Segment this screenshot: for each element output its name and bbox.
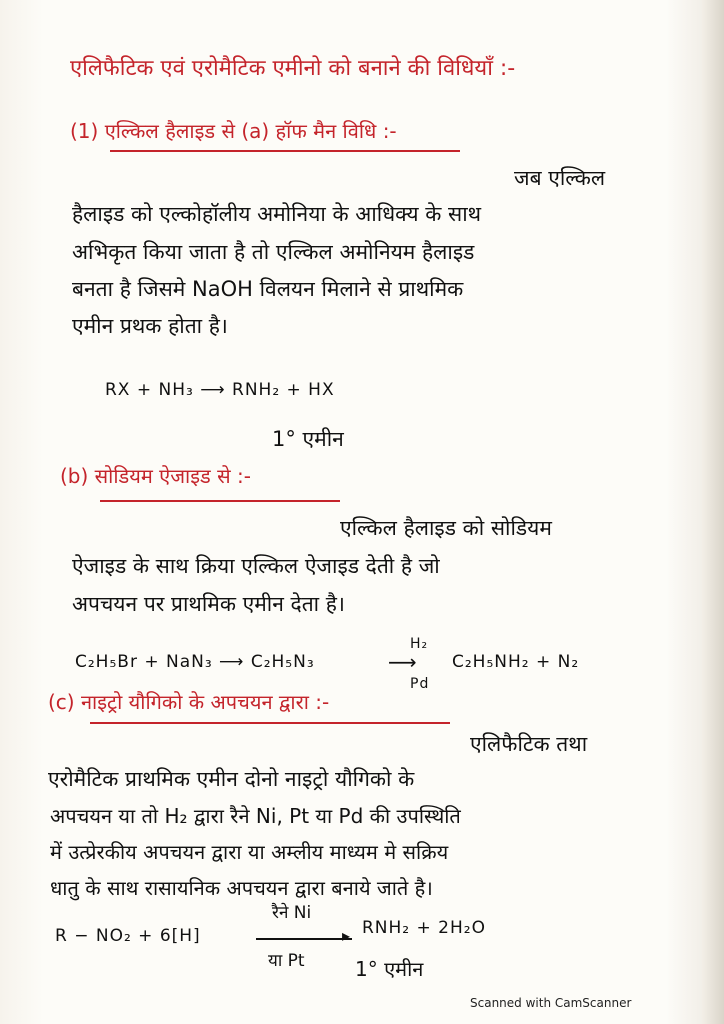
section-1-underline bbox=[110, 150, 460, 152]
scanner-watermark: Scanned with CamScanner bbox=[470, 996, 632, 1010]
section-2-underline bbox=[100, 500, 340, 502]
section-2-arrow-top: H₂ bbox=[410, 636, 429, 652]
section-3-line-3: अपचयन या तो H₂ द्वारा रैने Ni, Pt या Pd की उपस्थिति bbox=[50, 804, 461, 828]
section-3-line-4: में उत्प्रेरकीय अपचयन द्वारा या अम्लीय माध्यम मे सक्रिय bbox=[50, 840, 449, 864]
section-2-line-3: अपचयन पर प्राथमिक एमीन देता है। bbox=[72, 592, 345, 616]
section-1-title: (1) एल्किल हैलाइड से (a) हॉफ मैन विधि :- bbox=[70, 119, 397, 143]
section-3-product-label: 1° एमीन bbox=[355, 957, 424, 981]
section-1-line-5: एमीन प्रथक होता है। bbox=[72, 314, 228, 338]
section-2-title: (b) सोडियम ऐजाइड से :- bbox=[60, 464, 251, 488]
section-2-equation-left: C₂H₅Br + NaN₃ ⟶ C₂H₅N₃ bbox=[75, 652, 315, 672]
section-3-equation-left: R − NO₂ + 6[H] bbox=[55, 926, 201, 946]
section-2-line-2: ऐजाइड के साथ क्रिया एल्किल ऐजाइड देती है जो bbox=[72, 554, 440, 578]
section-3-equation-right: RNH₂ + 2H₂O bbox=[362, 918, 486, 938]
section-2-reaction-arrow: ⟶ bbox=[388, 650, 417, 674]
section-3-line-1: एलिफैटिक तथा bbox=[470, 732, 588, 756]
page-edge bbox=[702, 0, 724, 1024]
section-1-line-2: हैलाइड को एल्कोहॉलीय अमोनिया के आधिक्य के साथ bbox=[72, 202, 482, 226]
section-3-title: (c) नाइट्रो यौगिको के अपचयन द्वारा :- bbox=[48, 690, 330, 714]
section-1-product-label: 1° एमीन bbox=[272, 427, 344, 451]
section-1-equation: RX + NH₃ ⟶ RNH₂ + HX bbox=[105, 380, 335, 400]
section-3-arrow-bottom: या Pt bbox=[268, 951, 305, 971]
section-3-arrow-head: ▸ bbox=[342, 926, 351, 945]
page-heading: एलिफैटिक एवं एरोमैटिक एमीनो को बनाने की विधियाँ :- bbox=[70, 56, 516, 81]
section-1-line-4: बनता है जिसमे NaOH विलयन मिलाने से प्राथमिक bbox=[72, 277, 464, 301]
section-3-underline bbox=[90, 722, 450, 724]
section-2-arrow-bottom: Pd bbox=[410, 676, 430, 692]
section-1-line-3: अभिकृत किया जाता है तो एल्किल अमोनियम हैलाइड bbox=[72, 240, 475, 264]
section-3-line-2: एरोमैटिक प्राथमिक एमीन दोनो नाइट्रो यौगिको के bbox=[48, 767, 415, 791]
section-2-equation-right: C₂H₅NH₂ + N₂ bbox=[452, 652, 580, 672]
section-3-arrow-top: रैने Ni bbox=[272, 903, 312, 923]
section-2-line-1: एल्किल हैलाइड को सोडियम bbox=[340, 516, 552, 540]
section-3-line-5: धातु के साथ रासायनिक अपचयन द्वारा बनाये जाते है। bbox=[50, 876, 433, 900]
section-1-line-1: जब एल्किल bbox=[514, 166, 606, 190]
section-3-arrow-shaft bbox=[256, 938, 352, 940]
